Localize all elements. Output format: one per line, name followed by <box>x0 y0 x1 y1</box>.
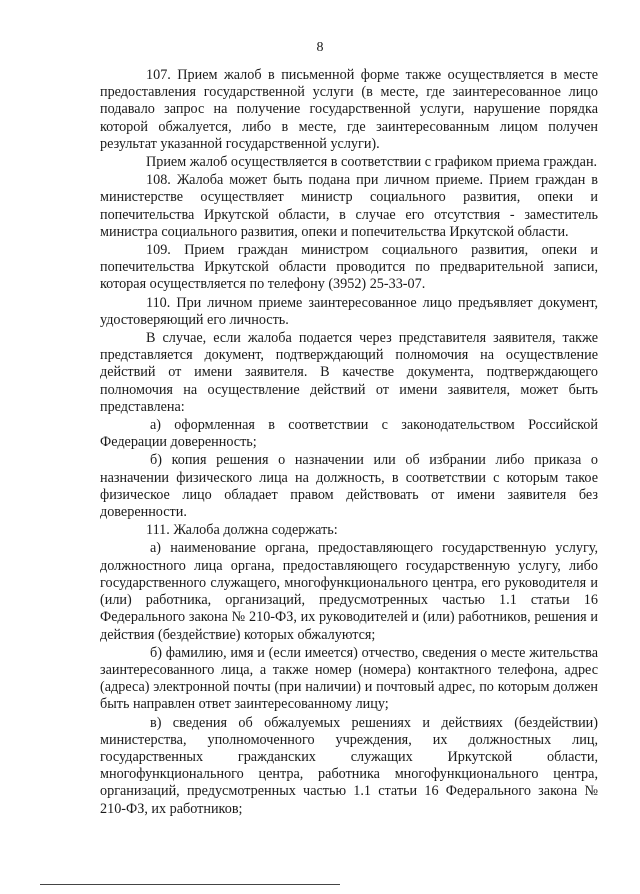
footer-rule <box>40 884 340 885</box>
paragraph-108: 108. Жалоба может быть подана при личном приеме. Прием граждан в министерстве осуществляет министр социального развития, опеки и попечительства Иркутской области, в случае его отсутствия - заместитель министра социального развития, опеки и попечительства Иркутской области. <box>100 172 598 240</box>
paragraph-110-representative: В случае, если жалоба подается через представителя заявителя, также представляется документ, подтверждающий полномочия на осуществление действий от имени заявителя. В качестве документа, подтверждающего полномочия на осуществление действий от имени заявителя, может быть представлена: <box>100 330 598 415</box>
paragraph-110: 110. При личном приеме заинтересованное лицо предъявляет документ, удостоверяющий его личность. <box>100 294 598 328</box>
document-body <box>100 67 598 819</box>
paragraph-111-item-a: а) наименование органа, предоставляющего государственную услугу, должностного лица органа, предоставляющего государственную услугу, либо государственного служащего, многофункционального центра, его руководителя и (или) работника, организаций, предусмотренных частью 1.1 статьи 16 Федерального закона № 210-ФЗ, их руководителей и (или) работников, решения и действия (бездействие) которых обжалуются; <box>100 540 598 643</box>
paragraph-107: 107. Прием жалоб в письменной форме также осуществляется в месте предоставления государственной услуги (в месте, где заинтересованное лицо подавало запрос на получение государственной услуги, нарушение порядка которой обжалуется, либо в месте, где заинтересованным лицом получен результат указанной государственной услуги). <box>100 67 598 152</box>
page-number: 8 <box>316 40 324 55</box>
paragraph-111-item-b: б) фамилию, имя и (если имеется) отчество, сведения о месте жительства заинтересованного лица, а также номер (номера) контактного телефона, адрес (адреса) электронной почты (при наличии) и почтовый адрес, по которым должен быть направлен ответ заинтересованному лицу; <box>100 644 598 713</box>
paragraph-111-item-v: в) сведения об обжалуемых решениях и действиях (бездействии) министерства, уполномоченного учреждения, их должностных лиц, государственных гражданских служащих Иркутской области, многофункционального центра, работника многофункционального центра, организаций, предусмотренных частью 1.1 статьи 16 Федерального закона № 210-ФЗ, их работников; <box>100 714 598 817</box>
paragraph-110-item-a: а) оформленная в соответствии с законодательством Российской Федерации доверенность; <box>100 417 598 451</box>
paragraph-107-schedule: Прием жалоб осуществляется в соответствии с графиком приема граждан. <box>146 154 598 171</box>
paragraph-109: 109. Прием граждан министром социального развития, опеки и попечительства Иркутской области проводится по предварительной записи, которая осуществляется по телефону (3952) 25-33-07. <box>100 242 598 293</box>
paragraph-110-item-b: б) копия решения о назначении или об избрании либо приказа о назначении физического лица на должность, в соответствии с которым такое физическое лицо обладает правом действовать от имени заявителя без доверенности. <box>100 452 598 521</box>
paragraph-111: 111. Жалоба должна содержать: <box>146 522 338 539</box>
